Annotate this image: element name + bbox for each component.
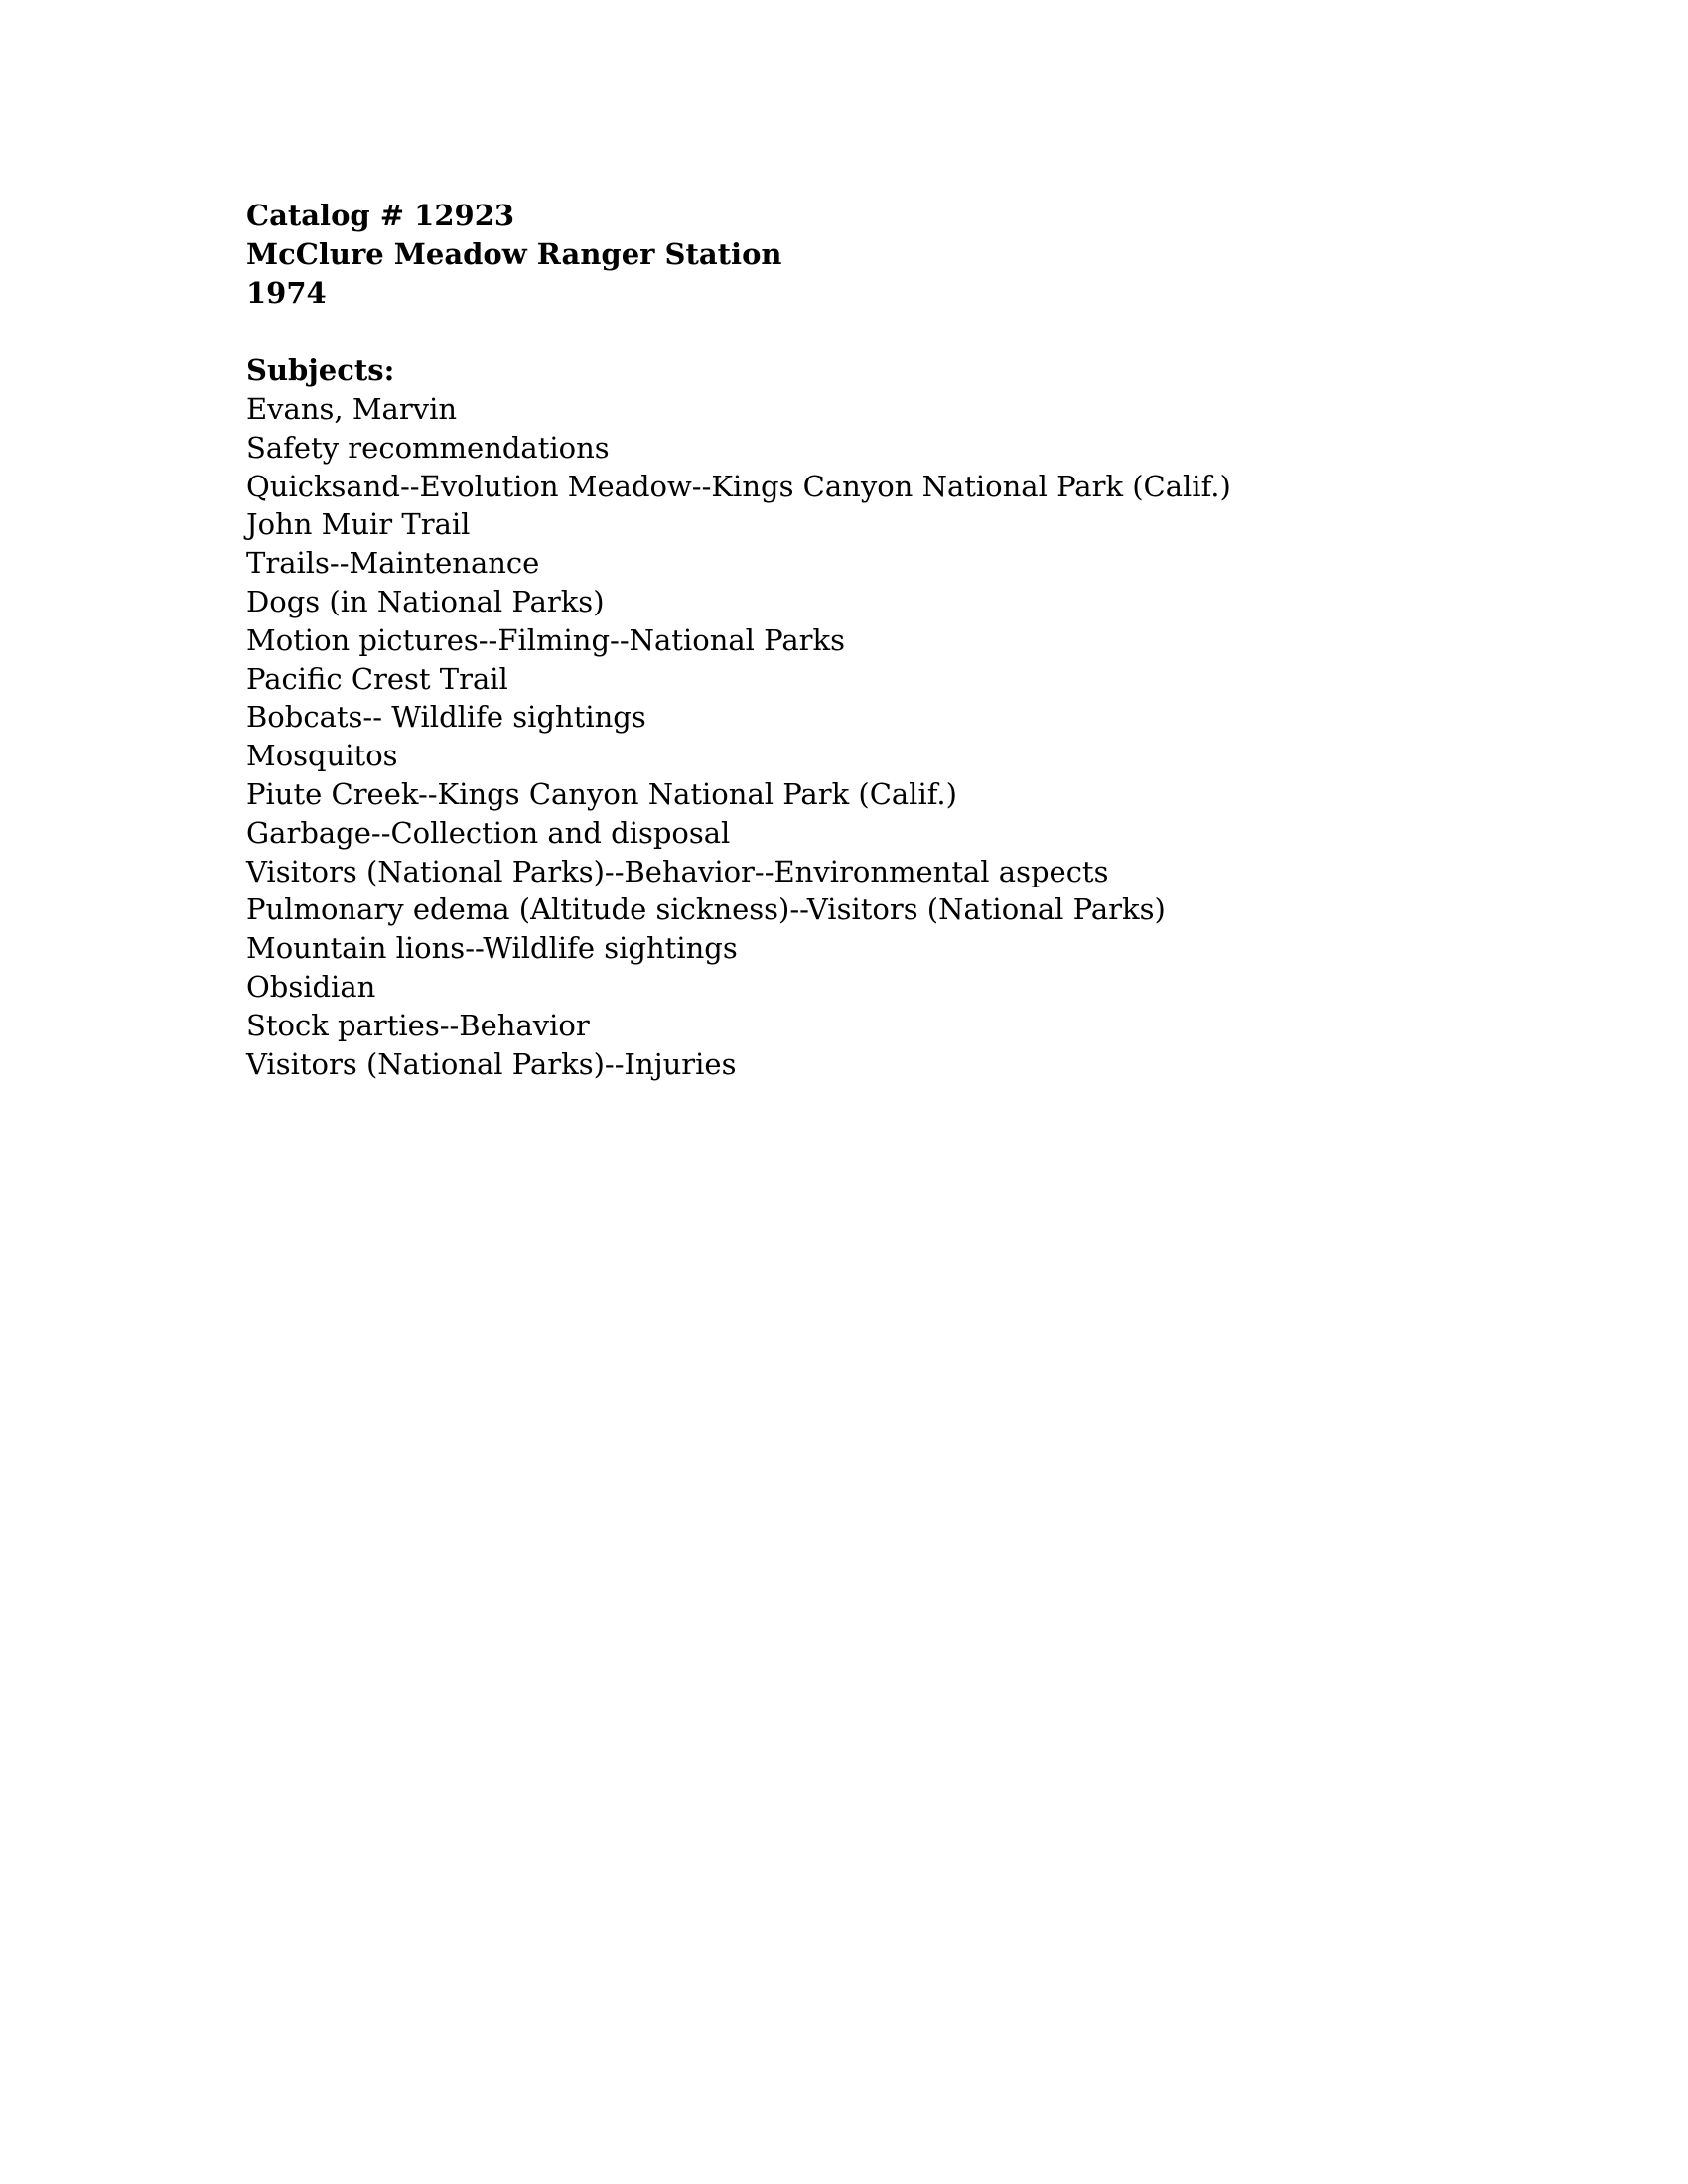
document-content [246, 197, 1537, 1083]
subject-item: Mountain lions--Wildlife sightings [246, 931, 738, 966]
document-year: 1974 [246, 276, 327, 310]
subject-item: Quicksand--Evolution Meadow--Kings Canyon National Park (Calif.) [246, 469, 1231, 503]
subjects-heading: Subjects: [246, 353, 395, 387]
subject-item: Dogs (in National Parks) [246, 584, 605, 618]
subject-item: Pacific Crest Trail [246, 661, 508, 696]
document-title: McClure Meadow Ranger Station [246, 237, 782, 271]
subject-item: Garbage--Collection and disposal [246, 815, 731, 850]
subject-item: Pulmonary edema (Altitude sickness)--Visitors (National Parks) [246, 892, 1166, 927]
subject-item: Evans, Marvin [246, 392, 458, 426]
subject-list [246, 390, 1537, 1083]
subject-item: Visitors (National Parks)--Injuries [246, 1046, 737, 1081]
subject-item: John Muir Trail [246, 507, 471, 542]
subject-item: Visitors (National Parks)--Behavior--Environmental aspects [246, 854, 1109, 888]
subject-item: Piute Creek--Kings Canyon National Park (Calif.) [246, 776, 957, 811]
catalog-number: Catalog # 12923 [246, 199, 515, 232]
subject-item: Safety recommendations [246, 430, 610, 465]
subject-item: Mosquitos [246, 739, 398, 773]
subject-item: Obsidian [246, 969, 376, 1004]
subject-item: Stock parties--Behavior [246, 1008, 590, 1042]
subject-item: Bobcats-- Wildlife sightings [246, 700, 646, 735]
subject-item: Trails--Maintenance [246, 546, 540, 581]
subject-item: Motion pictures--Filming--National Parks [246, 622, 845, 657]
section-spacer [246, 313, 1537, 351]
